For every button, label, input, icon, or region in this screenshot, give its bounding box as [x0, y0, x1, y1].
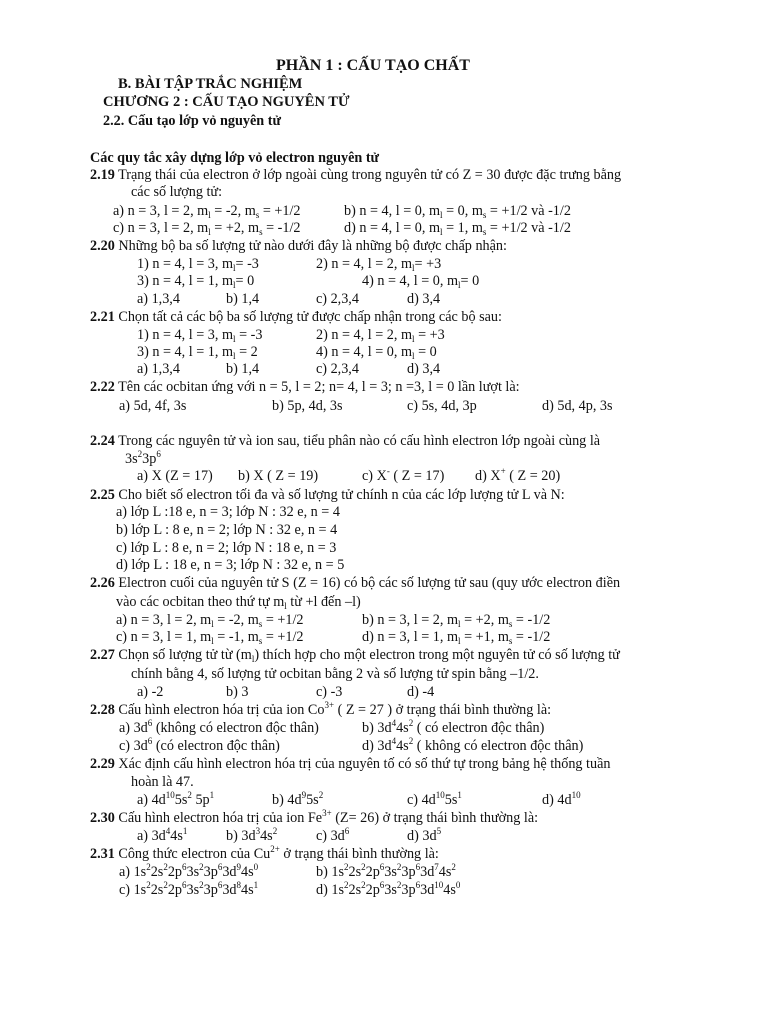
option-b: b) $3d^44s^2$ ( có electron độc thân)	[362, 718, 545, 736]
question-text: Trạng thái của electron ở lớp ngoài cùng trong nguyên tử có Z = 30 được đặc trưng bằng	[114, 167, 622, 183]
chapter-heading: CHƯƠNG 2 : CẤU TẠO NGUYÊN TỬ	[103, 94, 350, 110]
option-a: a) $1s^22s^22p^63s^23p^63d^94s^0$	[119, 862, 259, 880]
option-a: a) 5d, 4f, 3s	[119, 398, 187, 414]
option-a: a) X (Z = 17)	[137, 468, 213, 484]
option-c: c) $1s^22s^22p^63s^23p^63d^84s^1$	[119, 880, 259, 898]
option-b: b) $1s^22s^22p^63s^23p^63d^74s^2$	[316, 862, 456, 880]
question-number: 2.29	[90, 756, 115, 772]
question-text-cont: chính bằng 4, số lượng tử ocbitan bằng 2 và số lượng tử spin bằng –1/2.	[131, 666, 539, 682]
option-a: a) -2	[137, 684, 164, 700]
option-a: a) lớp L :18 e, n = 3; lớp N : 32 e, n = 4	[116, 504, 340, 520]
option-d: d) n = 3, l = 1, $m_l = +1$, $m_s = -1/2$	[362, 629, 551, 646]
option-d: d) -4	[407, 684, 435, 700]
option-b: b) $4d^95s^2$	[272, 790, 324, 808]
question-2-25	[90, 487, 565, 504]
question-text: Chọn số lượng tử từ $(m_l)$ thích hợp cho một electron trong một nguyên tử có số lượng tử	[114, 647, 620, 664]
question-text: Trong các nguyên tử và ion sau, tiểu phân nào có cấu hình electron lớp ngoài cùng là	[114, 433, 601, 449]
option-c: c) n = 3, l = 1, $m_l = -1$, $m_s = +1/2$	[116, 629, 304, 646]
option-c: c) 5s, 4d, 3p	[407, 398, 477, 414]
option-d: d) $3d^44s^2$ ( không có electron độc thân)	[362, 736, 584, 754]
question-text-cont: vào các ocbitan theo thứ tự $m_l$ từ +l đến –l)	[116, 594, 361, 611]
option-d: d) 3,4	[407, 291, 441, 307]
statement-3: 3) n = 4, l = 1, $m_l = 2$	[137, 344, 258, 361]
statement-4: 4) n = 4, l = 0, $m_l = 0$	[316, 344, 437, 361]
question-number: 2.28	[90, 702, 115, 718]
option-d: d) n = 4, l = 0, $m_l = 1$, $m_s = +1/2$ và -1/2	[344, 220, 571, 237]
option-d: d) $1s^22s^22p^63s^23p^63d^{10}4s^0$	[316, 880, 461, 898]
statement-3: 3) n = 4, l = 1, $m_l= 0$	[137, 273, 255, 290]
question-number: 2.19	[90, 167, 115, 183]
question-2-30	[90, 810, 538, 827]
question-2-20	[90, 238, 507, 255]
question-text: Chọn tất cả các bộ ba số lượng tử được chấp nhận trong các bộ sau:	[114, 309, 502, 325]
option-a: a) n = 3, l = 2, $m_l = -2$, $m_s = +1/2$	[113, 203, 301, 220]
part-title: PHẦN 1 : CẤU TẠO CHẤT	[276, 57, 470, 74]
option-d: d) 5d, 4p, 3s	[542, 398, 613, 414]
question-text: Tên các ocbitan ứng với n = 5, l = 2; n= 4, l = 3; n =3, l = 0 lần lượt là:	[114, 379, 520, 395]
option-c: c) X- ( Z = 17)	[362, 466, 445, 484]
question-text: Cho biết số electron tối đa và số lượng tử chính n của các lớp lượng tử L và N:	[114, 487, 565, 503]
subsection-heading: 2.2. Cấu tạo lớp vỏ nguyên tử	[103, 113, 281, 129]
option-c: c) $3d^6$ (có electron độc thân)	[119, 736, 280, 754]
statement-2: 2) n = 4, l = 2, $m_l = +3$	[316, 327, 445, 344]
option-b: b) 1,4	[226, 291, 260, 307]
question-number: 2.21	[90, 309, 115, 325]
question-text-cont: hoàn là 47.	[131, 774, 194, 790]
option-a: a) $3d^6$ (không có electron độc thân)	[119, 718, 319, 736]
option-d: d) X+ ( Z = 20)	[475, 466, 561, 484]
question-number: 2.30	[90, 810, 115, 826]
question-2-21	[90, 309, 502, 326]
option-b: b) $3d^34s^2$	[226, 826, 278, 844]
statement-4: 4) n = 4, l = 0, $m_l= 0$	[362, 273, 480, 290]
option-c: c) lớp L : 8 e, n = 2; lớp N : 18 e, n = 3	[116, 540, 337, 556]
option-c: c) 2,3,4	[316, 361, 359, 377]
question-text: Electron cuối của nguyên tử S (Z = 16) có bộ các số lượng tử sau (quy ước electron điền	[114, 575, 621, 591]
option-a: a) n = 3, l = 2, $m_l = -2$, $m_s = +1/2$	[116, 612, 304, 629]
statement-2: 2) n = 4, l = 2, $m_l= +3$	[316, 256, 442, 273]
option-b: b) n = 4, l = 0, $m_l = 0$, $m_s = +1/2$ và -1/2	[344, 203, 571, 220]
question-2-19	[90, 167, 621, 184]
option-b: b) 3	[226, 684, 249, 700]
question-text: Cấu hình electron hóa trị của ion $Fe^{3+}$ (Z= 26) ở trạng thái bình thường là:	[114, 808, 539, 826]
question-2-27	[90, 647, 620, 664]
option-a: a) $4d^{10}5s^2$ $5p^1$	[137, 790, 215, 808]
question-text-cont: $3s^23p^6$	[125, 449, 161, 467]
statement-1: 1) n = 4, l = 3, $m_l= -3$	[137, 256, 259, 273]
question-2-22	[90, 379, 520, 396]
question-number: 2.20	[90, 238, 115, 254]
option-c: c) -3	[316, 684, 343, 700]
question-text: Những bộ ba số lượng tử nào dưới đây là những bộ được chấp nhận:	[114, 238, 507, 254]
question-number: 2.25	[90, 487, 115, 503]
question-number: 2.27	[90, 647, 115, 663]
option-d: d) $3d^5$	[407, 826, 442, 844]
option-b: b) 1,4	[226, 361, 260, 377]
question-number: 2.31	[90, 846, 115, 862]
question-text: Xác định cấu hình electron hóa trị của nguyên tố có số thứ tự trong bảng hệ thống tuần	[114, 756, 611, 772]
question-number: 2.26	[90, 575, 115, 591]
option-c: c) n = 3, l = 2, $m_l = +2$, $m_s = -1/2$	[113, 220, 301, 237]
question-text: Công thức electron của $Cu^{2+}$ ở trạng thái bình thường là:	[114, 844, 439, 862]
question-2-24	[90, 433, 600, 450]
question-2-26	[90, 575, 620, 592]
option-d: d) 3,4	[407, 361, 441, 377]
option-a: a) 1,3,4	[137, 291, 180, 307]
question-number: 2.22	[90, 379, 115, 395]
option-b: b) lớp L : 8 e, n = 2; lớp N : 32 e, n = 4	[116, 522, 338, 538]
question-text: Cấu hình electron hóa trị của ion $Co^{3+}$ ( Z = 27 ) ở trạng thái bình thường là:	[114, 700, 552, 718]
question-2-29	[90, 756, 610, 773]
option-b: b) X ( Z = 19)	[238, 468, 319, 484]
option-c: c) $4d^{10}5s^1$	[407, 790, 462, 808]
option-a: a) $3d^44s^1$	[137, 826, 188, 844]
option-d: d) lớp L : 18 e, n = 3; lớp N : 32 e, n = 5	[116, 557, 345, 573]
option-d: d) $4d^{10}$	[542, 790, 581, 808]
option-c: c) 2,3,4	[316, 291, 359, 307]
topic-heading: Các quy tắc xây dựng lớp vỏ electron nguyên tử	[90, 150, 380, 166]
question-2-28	[90, 702, 551, 719]
question-2-31	[90, 846, 439, 863]
statement-1: 1) n = 4, l = 3, $m_l = -3$	[137, 327, 263, 344]
option-c: c) $3d^6$	[316, 826, 350, 844]
section-heading: B. BÀI TẬP TRẮC NGHIỆM	[118, 76, 303, 92]
option-a: a) 1,3,4	[137, 361, 180, 377]
question-number: 2.24	[90, 433, 115, 449]
option-b: b) n = 3, l = 2, $m_l = +2$, $m_s = -1/2$	[362, 612, 551, 629]
question-text-cont: các số lượng tử:	[131, 184, 223, 200]
option-b: b) 5p, 4d, 3s	[272, 398, 343, 414]
